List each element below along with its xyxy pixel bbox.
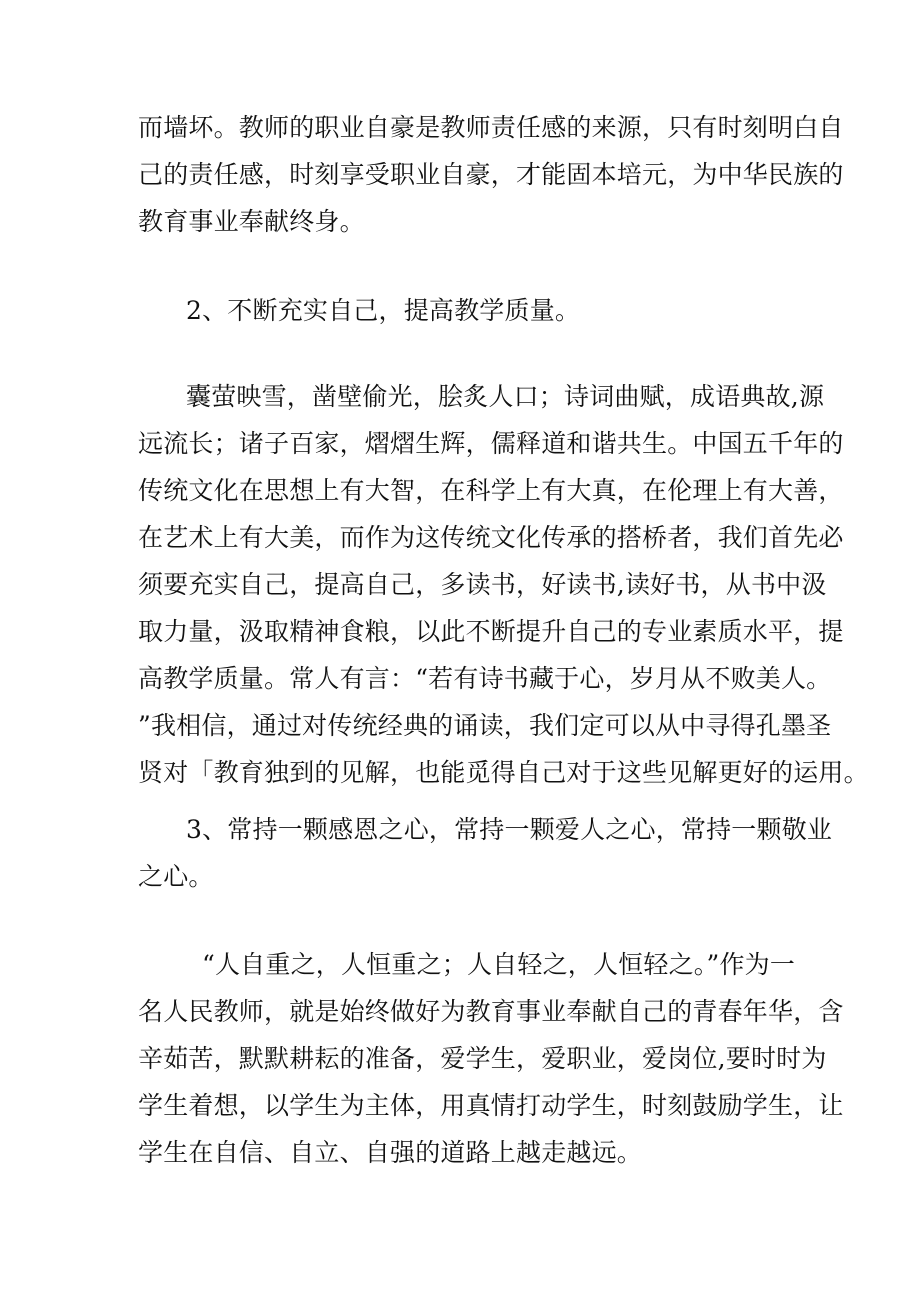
paragraph-line: 取力量，汲取精神食粮，以此不断提升自己的专业素质水平，提 xyxy=(138,617,844,646)
paragraph-line: 名人民教师，就是始终做好为教育事业奉献自己的青春年华，含 xyxy=(138,997,844,1026)
paragraph-line: 远流长；诸子百家，熠熠生辉，儒释道和谐共生。中国五千年的 xyxy=(138,429,844,458)
paragraph-line: ”我相信，通过对传统经典的诵读，我们定可以从中寻得孔墨圣 xyxy=(138,711,832,740)
paragraph-line: 传统文化在思想上有大智，在科学上有大真，在伦理上有大善， xyxy=(138,476,844,505)
heading-text: 2、不断充实自己，提高教学质量。 xyxy=(186,296,581,325)
paragraph-3 xyxy=(138,941,844,1176)
paragraph-line: 学生在自信、自立、自强的道路上越走越远。 xyxy=(138,1138,643,1167)
heading-text: 之心。 xyxy=(138,862,214,891)
heading-text: 3、常持一颗感恩之心，常持一颗爱人之心，常持一颗敬业 xyxy=(186,815,833,844)
paragraph-line: 学生着想，以学生为主体，用真情打动学生，时刻鼓励学生，让 xyxy=(138,1091,844,1120)
paragraph-line: 而墙坏。教师的职业自豪是教师责任感的来源，只有时刻明白自 xyxy=(138,113,844,142)
section-heading-2 xyxy=(138,287,788,334)
paragraph-line: 辛茹苦，默默耕耘的准备，爱学生，爱职业，爱岗位,要时时为 xyxy=(138,1044,827,1073)
paragraph-line: 高教学质量。常人有言：“若有诗书藏于心，岁月从不败美人。 xyxy=(138,664,832,693)
paragraph-line: 己的责任感，时刻享受职业自豪，才能固本培元，为中华民族的 xyxy=(138,160,844,189)
section-heading-3 xyxy=(138,806,833,900)
paragraph-line: 教育事业奉献终身。 xyxy=(138,207,365,236)
paragraph-line: 囊萤映雪，凿壁偷光，脍炙人口；诗词曲赋，成语典故,源 xyxy=(186,382,825,411)
paragraph-line: “人自重之，人恒重之；人自轻之，人恒轻之。”作为一 xyxy=(202,950,796,979)
paragraph-2 xyxy=(138,373,869,796)
paragraph-line: 须要充实自己，提高自己，多读书，好读书,读好书，从书中汲 xyxy=(138,570,827,599)
paragraph-line: 贤对「教育独到的见解，也能觅得自己对于这些见解更好的运用。 xyxy=(138,758,869,787)
paragraph-intro xyxy=(138,104,844,245)
paragraph-line: 在艺术上有大美，而作为这传统文化传承的搭桥者，我们首先必 xyxy=(138,523,844,552)
